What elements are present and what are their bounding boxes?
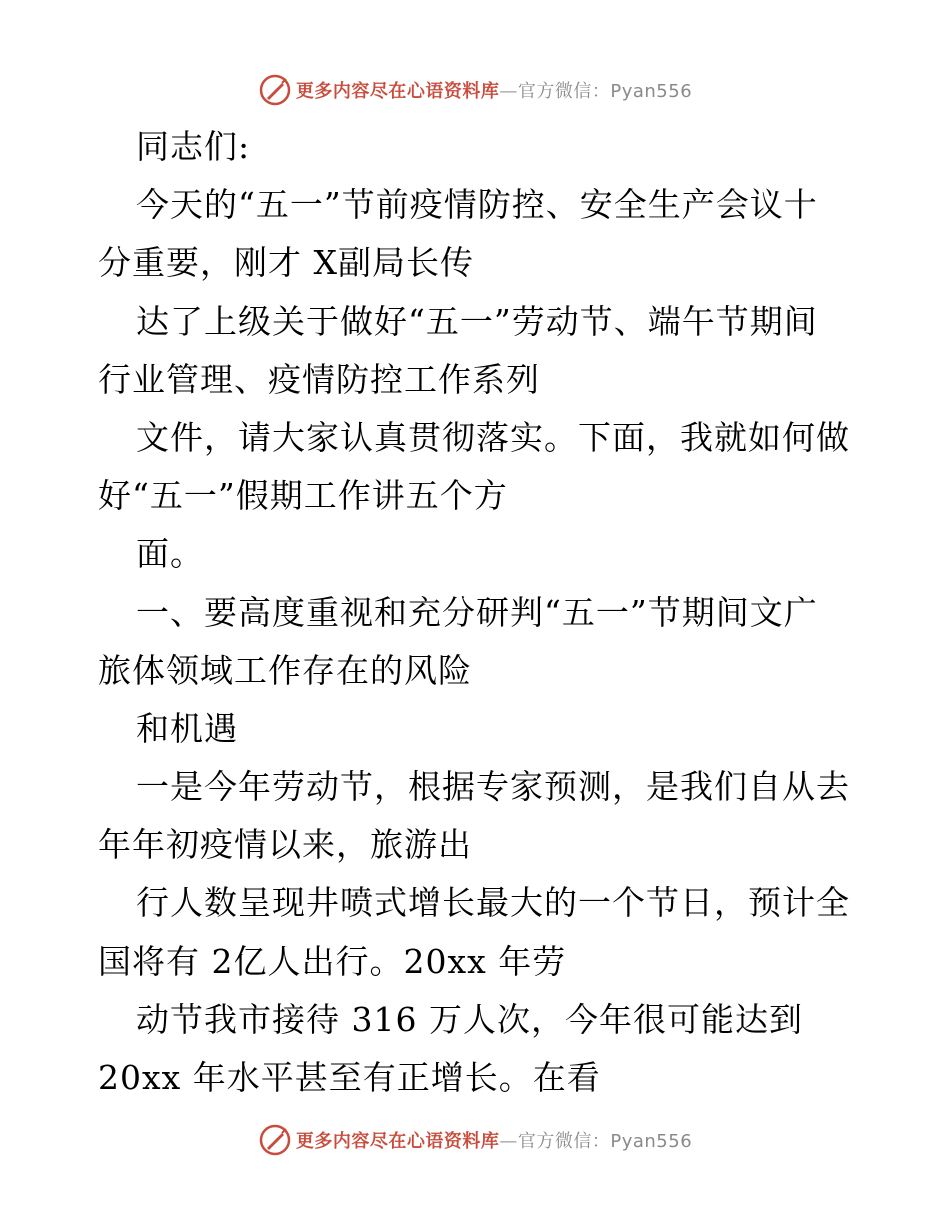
quill-logo-icon (258, 1123, 292, 1157)
footer-watermark-banner (0, 1120, 950, 1160)
body-line: 行业管理、疫情防控工作系列 (98, 359, 540, 399)
body-line: 同志们: (136, 127, 251, 166)
body-line: 一是今年劳动节，根据专家预测，是我们自从去 (136, 767, 850, 807)
body-line: 一、要高度重视和充分研判“五一”节期间文广 (136, 592, 818, 632)
body-line: 年年初疫情以来，旅游出 (98, 825, 472, 865)
body-line: 今天的“五一”节前疫情防控、安全生产会议十 (136, 185, 818, 225)
body-line: 旅体领域工作存在的风险 (98, 650, 472, 690)
body-line: 国将有 2亿人出行。20xx 年劳 (98, 941, 567, 981)
body-line: 文件，请大家认真贯彻落实。下面，我就如何做 (136, 417, 850, 457)
body-line: 分重要，刚才 X副局长传 (98, 243, 474, 283)
body-line: 动节我市接待 316 万人次，今年很可能达到 (136, 999, 803, 1039)
header-banner-wechat: 官方微信：Pyan556 (517, 81, 693, 102)
footer-banner-text (296, 1127, 692, 1153)
header-banner-text (296, 77, 692, 103)
body-line: 行人数呈现井喷式增长最大的一个节日，预计全 (136, 883, 850, 923)
footer-banner-wechat: 官方微信：Pyan556 (517, 1131, 693, 1152)
footer-banner-main: 更多内容尽在心语资料库 (295, 1131, 500, 1152)
document-body (98, 118, 858, 1107)
quill-logo-icon (258, 73, 292, 107)
body-line: 和机遇 (136, 708, 238, 748)
header-banner-main: 更多内容尽在心语资料库 (295, 81, 500, 102)
header-banner-dash: — (499, 81, 518, 102)
body-line: 20xx 年水平甚至有正增长。在看 (98, 1058, 601, 1097)
body-line: 达了上级关于做好“五一”劳动节、端午节期间 (136, 301, 818, 341)
body-line: 好“五一”假期工作讲五个方 (98, 476, 508, 516)
body-line: 面。 (136, 534, 204, 574)
header-watermark-banner (0, 70, 950, 110)
footer-banner-dash: — (499, 1131, 518, 1152)
